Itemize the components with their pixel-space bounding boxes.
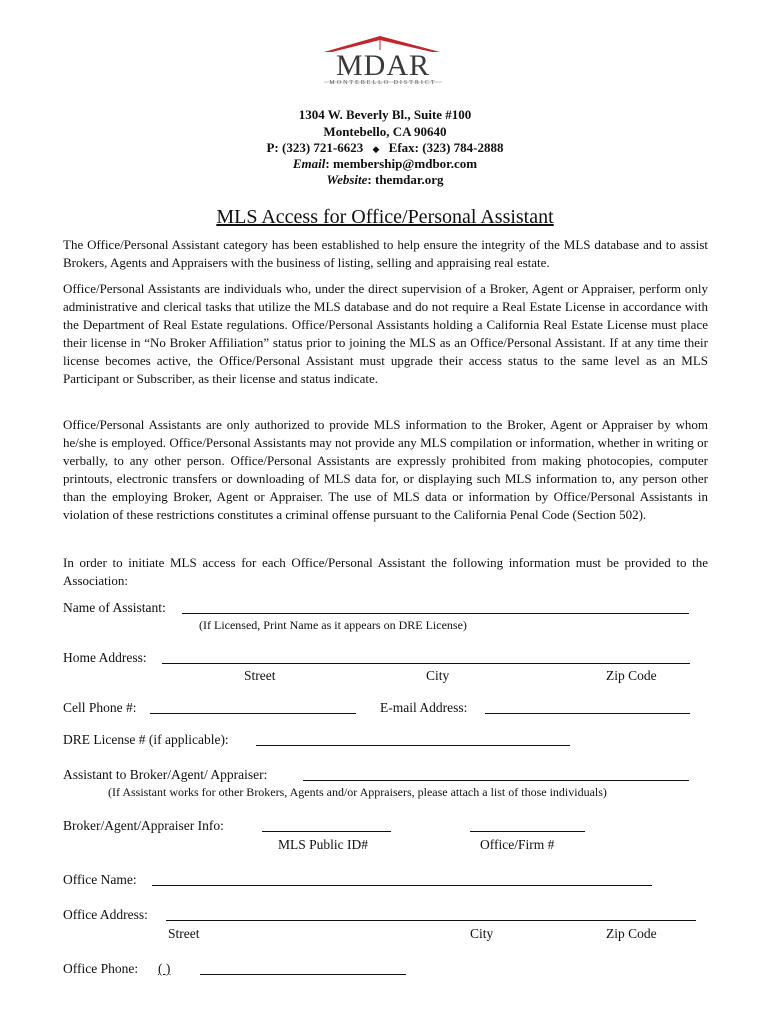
name-hint: (If Licensed, Print Name as it appears on DRE License) <box>199 618 467 632</box>
cell-phone-label: Cell Phone #: <box>63 700 137 715</box>
office-city-caption: City <box>470 926 494 941</box>
page-title: MLS Access for Office/Personal Assistant <box>216 206 554 228</box>
broker-info-label: Broker/Agent/Appraiser Info: <box>63 818 224 833</box>
mls-public-id-caption: MLS Public ID# <box>278 837 369 852</box>
name-field[interactable] <box>182 613 689 614</box>
website-line <box>0 171 770 188</box>
bullet-icon: ◆ <box>372 144 380 154</box>
paragraph-3: Office/Personal Assistants are only authorized to provide MLS information to the Broker, Agent or Appraiser by whom he/she is employed. Office/Personal Assistants may not provide any MLS compilation or information, whether in writing or verbally, to any other person. Office/Personal Assistants are expressly prohibited from making photocopies, computer printouts, electronic transfers or downloading of MLS data for, or displaying such MLS information to, any person other than the employing Broker, Agent or Appraiser. The use of MLS data or information by Office/Personal Assistants in violation of these restrictions constitutes a criminal offense pursuant to the California Penal Code (Section 502). <box>63 417 708 522</box>
home-street-caption: Street <box>244 668 276 683</box>
home-city-caption: City <box>426 668 450 683</box>
office-phone-area-code[interactable]: ( ) <box>158 961 171 976</box>
home-address-field[interactable] <box>162 663 690 664</box>
phone-number: P: (323) 721-6623 <box>266 140 364 155</box>
email-field[interactable] <box>485 713 690 714</box>
email-field-label: E-mail Address: <box>380 700 468 715</box>
paragraph-2: Office/Personal Assistants are individuals who, under the direct supervision of a Broker, Agent or Appraiser, perform only administrative and clerical tasks that utilize the MLS database and do not require a Real Estate License in accordance with the Department of Real Estate regulations. Office/Personal Assistants holding a California Real Estate License must place their license in “No Broker Affiliation” status prior to joining the MLS as an Office/Personal Assistant. If at any time their license becomes active, the Office/Personal Assistant must upgrade their access status to the same level as an MLS Participant or Subscriber, as their license and status indicate. <box>63 281 708 386</box>
office-zip-caption: Zip Code <box>606 926 657 941</box>
assistant-to-field[interactable] <box>303 780 689 781</box>
office-name-field[interactable] <box>152 885 652 886</box>
cell-phone-field[interactable] <box>150 713 356 714</box>
office-address-label: Office Address: <box>63 907 148 922</box>
home-zip-caption: Zip Code <box>606 668 657 683</box>
email-value: : membership@mdbor.com <box>325 156 478 171</box>
office-phone-field[interactable] <box>200 974 406 975</box>
address-line-2: Montebello, CA 90640 <box>323 124 447 139</box>
dre-license-field[interactable] <box>256 745 570 746</box>
dre-license-label: DRE License # (if applicable): <box>63 732 229 747</box>
office-phone-label: Office Phone: <box>63 961 139 976</box>
assistant-to-hint: (If Assistant works for other Brokers, Agents and/or Appraisers, please attach a list of those individuals) <box>108 785 607 799</box>
efax-number: Efax: (323) 784-2888 <box>388 140 504 155</box>
mls-public-id-field[interactable] <box>262 831 391 832</box>
paragraph-4: In order to initiate MLS access for each Office/Personal Assistant the following information must be provided to the Association: <box>63 555 708 588</box>
email-label: Email <box>292 156 326 171</box>
logo-subtext: MONTEBELLO DISTRICT <box>329 80 437 86</box>
home-address-label: Home Address: <box>63 650 147 665</box>
office-street-caption: Street <box>168 926 200 941</box>
office-firm-caption: Office/Firm # <box>480 837 555 852</box>
address-line-1: 1304 W. Beverly Bl., Suite #100 <box>298 107 472 122</box>
email-line <box>0 155 770 172</box>
office-firm-field[interactable] <box>470 831 585 832</box>
name-label: Name of Assistant: <box>63 600 166 615</box>
website-label: Website <box>326 172 368 187</box>
office-name-label: Office Name: <box>63 872 137 887</box>
website-value: : themdar.org <box>367 172 444 187</box>
paragraph-1: The Office/Personal Assistant category has been established to help ensure the integrity of the MLS database and to assist Brokers, Agents and Appraisers with the business of listing, selling and appraising real estate. <box>63 237 708 270</box>
office-address-field[interactable] <box>166 920 696 921</box>
assistant-to-label: Assistant to Broker/Agent/ Appraiser: <box>63 767 268 782</box>
logo-text: MDAR <box>335 49 430 82</box>
